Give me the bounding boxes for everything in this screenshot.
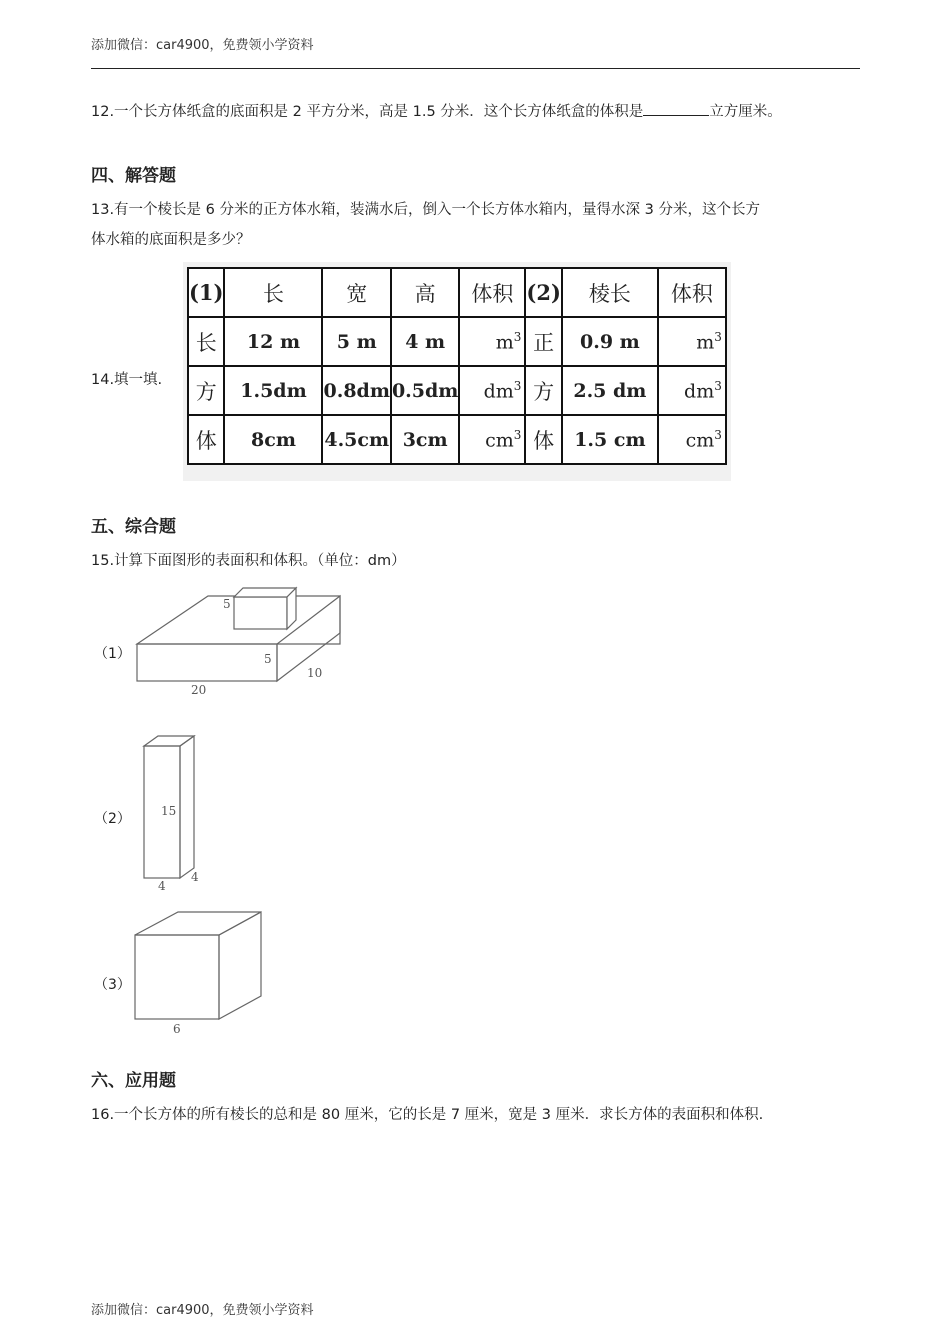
dim-edge: 6 — [173, 1022, 181, 1036]
fill-table — [187, 267, 727, 465]
section-title-6: 六、应用题 — [91, 1071, 176, 1091]
figure-1-label: （1） — [94, 646, 131, 662]
header-volume: 体积 — [459, 268, 525, 317]
side-label-2: 正 — [525, 317, 561, 366]
header-rule — [91, 68, 860, 69]
cell-width: 4.5cm — [322, 415, 390, 464]
part1-label: (1) — [188, 268, 224, 317]
cube-front-face — [135, 935, 219, 1019]
dim-top: 5 — [223, 597, 231, 611]
question-13-line1: 13.有一个棱长是 6 分米的正方体水箱，装满水后，倒入一个长方体水箱内，量得水深 3 分米，这个长方 — [91, 202, 760, 218]
cell-width: 5 m — [322, 317, 390, 366]
cell-volume-answer[interactable]: $m^3$ — [459, 317, 525, 366]
dim-depth: 4 — [191, 870, 199, 884]
cell-volume-answer[interactable]: $cm^3$ — [459, 415, 525, 464]
side-label: 方 — [188, 366, 224, 415]
cell-volume-answer-2[interactable]: $dm^3$ — [658, 366, 726, 415]
cell-edge: 2.5 dm — [562, 366, 658, 415]
figure-3-label: （3） — [94, 977, 131, 993]
fill-table-image — [183, 262, 731, 481]
dim-depth: 10 — [307, 666, 323, 680]
section-title-5: 五、综合题 — [91, 517, 176, 537]
dim-height: 15 — [161, 804, 177, 818]
table-row — [188, 317, 726, 366]
side-label: 体 — [188, 415, 224, 464]
cell-length: 1.5dm — [224, 366, 322, 415]
question-13-line2: 体水箱的底面积是多少？ — [91, 232, 251, 248]
figure-1-diagram — [130, 583, 350, 698]
table-row — [188, 415, 726, 464]
prism-side-face — [180, 736, 194, 878]
question-12-unit: 立方厘米。 — [709, 104, 782, 120]
cell-volume-answer[interactable]: $dm^3$ — [459, 366, 525, 415]
cube-front-face — [234, 597, 287, 629]
figure-2-label: （2） — [94, 811, 131, 827]
base-front-face — [137, 644, 277, 681]
cube-top-face — [234, 588, 296, 597]
question-14-label: 14.填一填. — [91, 372, 163, 388]
page-header: 添加微信：car4900，免费领小学资料 — [91, 38, 314, 53]
part2-label: (2) — [525, 268, 561, 317]
header-width: 宽 — [322, 268, 390, 317]
figure-2-diagram — [136, 730, 216, 895]
cell-width: 0.8dm — [322, 366, 390, 415]
header-volume-2: 体积 — [658, 268, 726, 317]
question-12-text: 12.一个长方体纸盒的底面积是 2 平方分米，高是 1.5 分米．这个长方体纸盒的体积是 — [91, 104, 644, 120]
cube-side-face — [219, 912, 261, 1019]
side-label-2: 体 — [525, 415, 561, 464]
cell-edge: 0.9 m — [562, 317, 658, 366]
cell-length: 12 m — [224, 317, 322, 366]
cell-edge: 1.5 cm — [562, 415, 658, 464]
dim-width: 4 — [158, 879, 166, 893]
dim-height: 5 — [264, 652, 272, 666]
header-length: 长 — [224, 268, 322, 317]
side-label: 长 — [188, 317, 224, 366]
question-12 — [91, 98, 782, 126]
cell-volume-answer-2[interactable]: $m^3$ — [658, 317, 726, 366]
answer-blank[interactable] — [643, 101, 709, 116]
table-header-row — [188, 268, 726, 317]
dim-length: 20 — [191, 683, 207, 697]
header-height: 高 — [391, 268, 459, 317]
section-title-4: 四、解答题 — [91, 166, 176, 186]
cell-height: 3cm — [391, 415, 459, 464]
figure-3-diagram — [130, 908, 270, 1038]
cell-volume-answer-2[interactable]: $cm^3$ — [658, 415, 726, 464]
cell-length: 8cm — [224, 415, 322, 464]
question-16: 16.一个长方体的所有棱长的总和是 80 厘米，它的长是 7 厘米，宽是 3 厘米．求长方体的表面积和体积. — [91, 1107, 764, 1123]
cell-height: 4 m — [391, 317, 459, 366]
cell-height: 0.5dm — [391, 366, 459, 415]
side-label-2: 方 — [525, 366, 561, 415]
table-row — [188, 366, 726, 415]
cube-top-face — [135, 912, 261, 935]
question-15: 15.计算下面图形的表面积和体积。（单位：dm） — [91, 553, 406, 569]
page-footer: 添加微信：car4900，免费领小学资料 — [91, 1303, 314, 1318]
header-edge: 棱长 — [562, 268, 658, 317]
